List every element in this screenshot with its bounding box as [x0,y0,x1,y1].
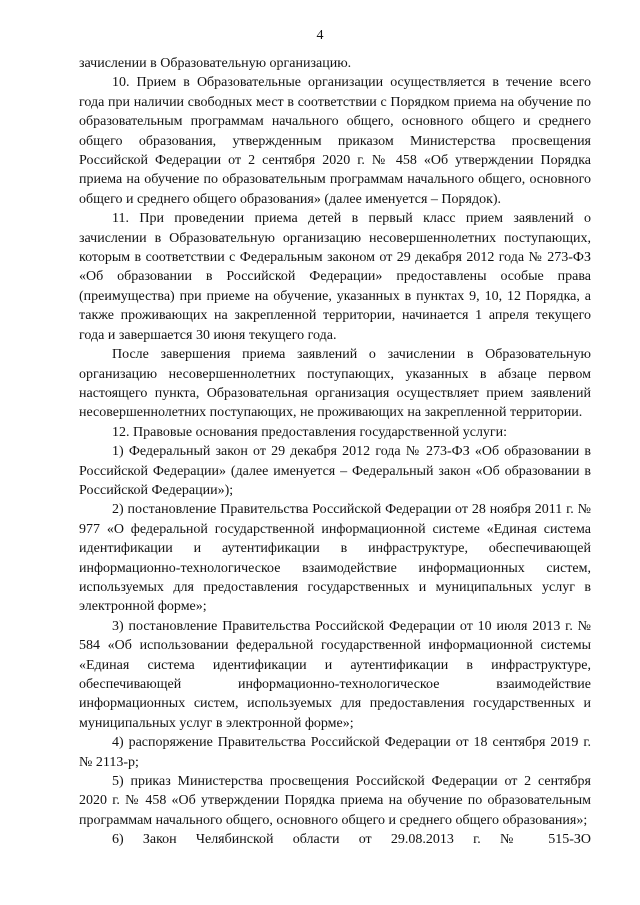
paragraph: 4) распоряжение Правительства Российской Федерации от 18 сентября 2019 г. № 2113-р; [79,735,591,770]
paragraph: зачислении в Образовательную организацию. [79,56,352,71]
paragraph: После завершения приема заявлений о зачислении в Образовательную организацию несовершеннолетних поступающих, указанных в абзаце первом настоящего пункта, Образовательная организация осуществляет прием заявлений несовершеннолетних поступающих, не проживающих на закрепленной территории. [79,347,591,421]
paragraph: 6) Закон Челябинской области от 29.08.2013 г. № 515-ЗО [112,832,591,848]
paragraph: 2) постановление Правительства Российской Федерации от 28 ноября 2011 г. № 977 «О федеральной государственной информационной системе «Единая система идентификации и аутентификации в инфраструктуре, обеспечивающей информационно-технологическое взаимодействие информационных систем, используемых для предоставления государственных и муниципальных услуг в электронной форме»; [79,502,591,615]
paragraph: 10. Прием в Образовательные организации осуществляется в течение всего года при наличии свободных мест в соответствии с Порядком приема на обучение по образовательным программам начального общего, основного общего и среднего общего образования, утвержденным приказом Министерства просвещения Российской Федерации от 2 сентября 2020 г. № 458 «Об утверждении Порядка приема на обучение по образовательным программам начального общего, основного общего и среднего общего образования» (далее именуется – Порядок). [79,75,591,207]
page-number: 4 [316,28,324,43]
paragraph: 12. Правовые основания предоставления государственной услуги: [112,424,508,440]
paragraph: 1) Федеральный закон от 29 декабря 2012 года № 273-ФЗ «Об образовании в Российской Федерации» (далее именуется – Федеральный закон «Об образовании в Российской Федерации»); [79,444,591,498]
paragraph: 5) приказ Министерства просвещения Российской Федерации от 2 сентября 2020 г. № 458 «Об утверждении Порядка приема на обучение по образовательным программам начального общего, основного общего и среднего общего образования»; [79,774,591,828]
paragraph: 11. При проведении приема детей в первый класс прием заявлений о зачислении в Образовательную организацию несовершеннолетних поступающих, которым в соответствии с Федеральным законом от 29 декабря 2012 года № 273-ФЗ «Об образовании в Российской Федерации» предоставлены особые права (преимущества) при приеме на обучение, указанных в пунктах 9, 10, 12 Порядка, а также проживающих на закрепленной территории, начинается 1 апреля текущего года и завершается 30 июня текущего года. [79,211,591,343]
paragraph: 3) постановление Правительства Российской Федерации от 10 июля 2013 г. № 584 «Об использовании федеральной государственной информационной системы «Единая система идентификации и аутентификации в инфраструктуре, обеспечивающей информационно-технологическое взаимодействие информационных систем, используемых для предоставления государственных и муниципальных услуг в электронной форме»; [79,618,591,731]
document-body [79,54,591,850]
